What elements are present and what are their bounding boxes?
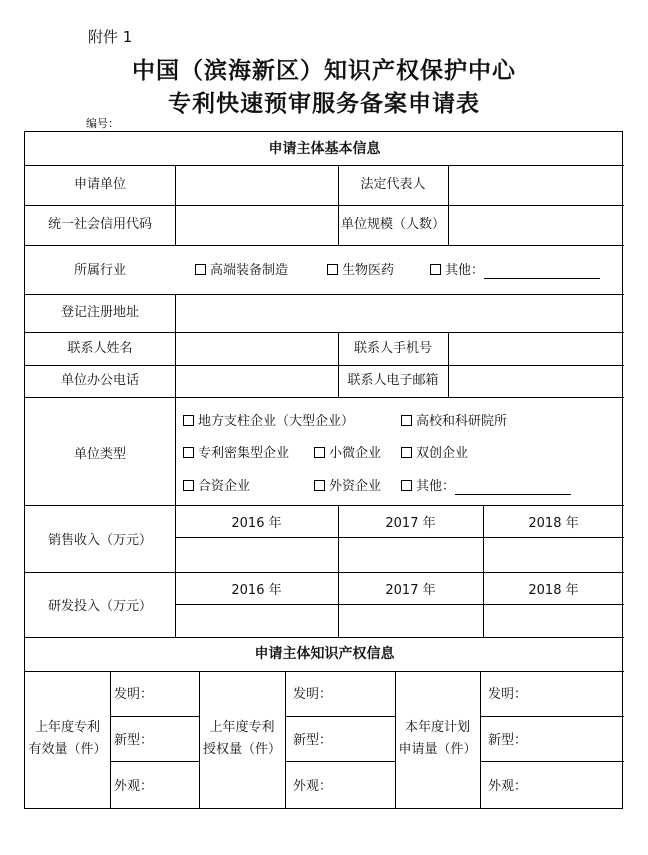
rnd-year-2018: 2018 年 [528, 583, 579, 598]
section-title-ip-info: 申请主体知识产权信息 [254, 646, 395, 662]
application-form-table [24, 131, 623, 809]
rnd-investment-label: 研发投入（万元） [47, 599, 152, 614]
rnd-year-2017: 2017 年 [385, 583, 436, 598]
unit-type-option-startup[interactable]: 双创企业 [401, 446, 468, 462]
address-label: 登记注册地址 [60, 305, 139, 320]
document-title-line2: 专利快速预审服务备案申请表 [168, 90, 480, 117]
valid-utility-label: 新型： [114, 733, 154, 748]
industry-option-biomed[interactable]: 生物医药 [327, 263, 394, 279]
unit-type-option-other[interactable]: 其他： [401, 479, 571, 495]
valid-design-label: 外观： [114, 779, 154, 794]
checkbox-icon[interactable] [195, 264, 206, 275]
contact-email-label: 联系人电子邮箱 [347, 373, 439, 388]
sales-year-2017: 2017 年 [385, 516, 436, 531]
patent-valid-count-label: 上年度专利 有效量（件） [28, 720, 107, 757]
scale-label: 单位规模（人数） [340, 217, 445, 232]
sales-year-2016: 2016 年 [231, 516, 282, 531]
section-title-basic-info: 申请主体基本信息 [268, 141, 381, 157]
patent-granted-count-label: 上年度专利 授权量（件） [202, 720, 281, 757]
valid-invention-label: 发明： [114, 687, 154, 702]
document-title-line1: 中国（滨海新区）知识产权保护中心 [132, 57, 516, 84]
checkbox-icon[interactable] [327, 264, 338, 275]
planned-design-label: 外观： [488, 779, 528, 794]
granted-utility-label: 新型： [293, 733, 333, 748]
checkbox-icon[interactable] [183, 415, 194, 426]
checkbox-icon[interactable] [183, 480, 194, 491]
industry-label: 所属行业 [73, 263, 126, 278]
sales-year-2018: 2018 年 [528, 516, 579, 531]
unit-type-option-pillar[interactable]: 地方支柱企业（大型企业） [183, 414, 354, 430]
planned-utility-label: 新型： [488, 733, 528, 748]
office-phone-label: 单位办公电话 [60, 373, 139, 388]
sales-revenue-label: 销售收入（万元） [47, 533, 152, 548]
unit-type-option-patent-intensive[interactable]: 专利密集型企业 [183, 446, 289, 462]
checkbox-icon[interactable] [401, 415, 412, 426]
contact-mobile-label: 联系人手机号 [353, 341, 432, 356]
unit-type-option-university[interactable]: 高校和科研院所 [401, 414, 507, 430]
checkbox-icon[interactable] [430, 264, 441, 275]
rnd-year-2016: 2016 年 [231, 583, 282, 598]
legal-rep-label: 法定代表人 [360, 177, 426, 192]
applicant-label: 申请单位 [73, 177, 126, 192]
planned-invention-label: 发明： [488, 687, 528, 702]
planned-application-count-label: 本年度计划 申请量（件） [398, 720, 477, 757]
attachment-label: 附件 1 [88, 28, 133, 46]
unit-type-option-small-micro[interactable]: 小微企业 [314, 446, 381, 462]
checkbox-icon[interactable] [314, 480, 325, 491]
checkbox-icon[interactable] [401, 480, 412, 491]
industry-other-blank[interactable] [484, 264, 600, 279]
checkbox-icon[interactable] [314, 447, 325, 458]
unit-type-label: 单位类型 [73, 447, 126, 462]
unit-type-option-foreign[interactable]: 外资企业 [314, 479, 381, 495]
checkbox-icon[interactable] [183, 447, 194, 458]
unit-type-option-joint-venture[interactable]: 合资企业 [183, 479, 250, 495]
credit-code-label: 统一社会信用代码 [47, 217, 152, 232]
granted-invention-label: 发明： [293, 687, 333, 702]
checkbox-icon[interactable] [401, 447, 412, 458]
industry-option-equipment[interactable]: 高端装备制造 [195, 263, 288, 279]
unit-type-other-blank[interactable] [455, 480, 571, 495]
industry-option-other[interactable]: 其他： [430, 263, 600, 279]
granted-design-label: 外观： [293, 779, 333, 794]
contact-name-label: 联系人姓名 [67, 341, 133, 356]
serial-number-label: 编号： [86, 117, 119, 130]
